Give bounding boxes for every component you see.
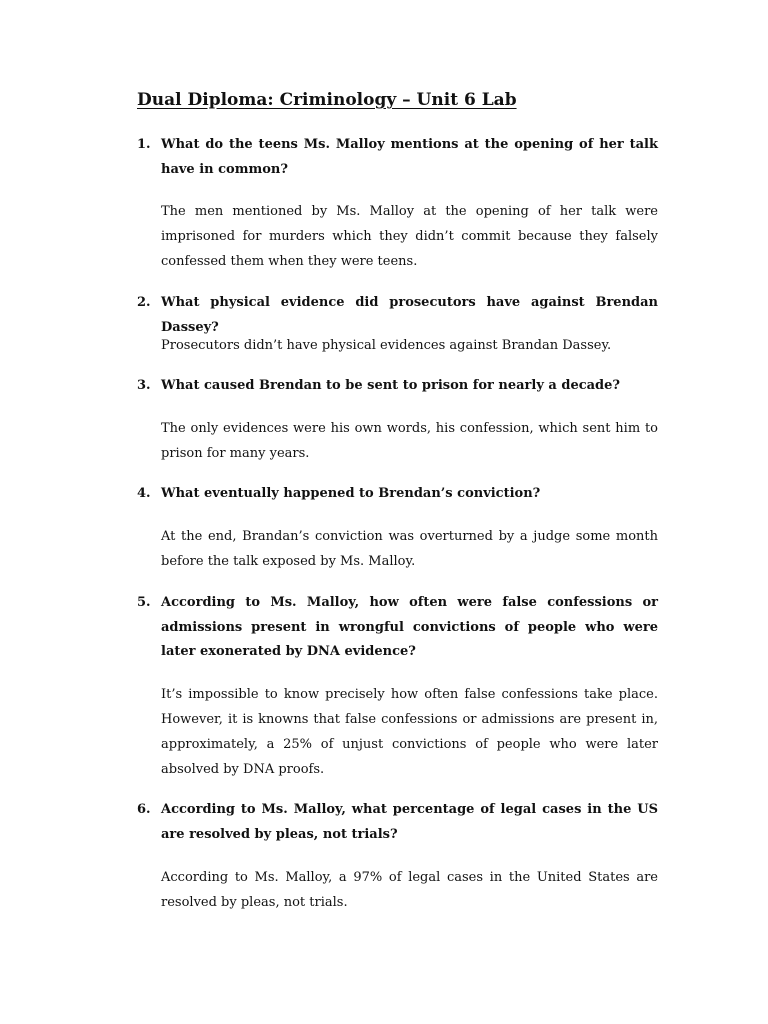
answer-2: Prosecutors didn’t have physical evidences against Brandan Dassey. — [161, 338, 612, 353]
question-text: According to Ms. Malloy, what percentage of legal cases in the US are resolved by pleas, not trials? — [161, 802, 658, 842]
question-4 — [137, 482, 658, 507]
question-6 — [137, 798, 658, 847]
question-number: 1. — [137, 137, 151, 152]
answer-6: According to Ms. Malloy, a 97% of legal cases in the United States are resolved by pleas, not trials. — [161, 870, 658, 910]
question-number: 2. — [137, 295, 151, 310]
question-5 — [137, 591, 658, 665]
question-text: What physical evidence did prosecutors have against Brendan Dassey? — [161, 295, 658, 335]
answer-1: The men mentioned by Ms. Malloy at the opening of her talk were imprisoned for murders which they didn’t commit because they falsely confessed them when they were teens. — [161, 204, 658, 269]
answer-4: At the end, Brandan’s conviction was overturned by a judge some month before the talk exposed by Ms. Malloy. — [161, 529, 658, 569]
document-title: Dual Diploma: Criminology – Unit 6 Lab — [137, 90, 517, 110]
answer-3: The only evidences were his own words, his confession, which sent him to prison for many years. — [161, 421, 658, 461]
question-text: What do the teens Ms. Malloy mentions at the opening of her talk have in common? — [161, 137, 658, 177]
question-text: What caused Brendan to be sent to prison for nearly a decade? — [161, 378, 621, 393]
question-number: 5. — [137, 595, 151, 610]
question-number: 3. — [137, 378, 151, 393]
question-1 — [137, 133, 658, 182]
question-number: 6. — [137, 802, 151, 817]
question-text: According to Ms. Malloy, how often were false confessions or admissions present in wrongful convictions of people who were later exonerated by DNA evidence? — [161, 595, 658, 659]
question-3 — [137, 374, 658, 399]
answer-5: It’s impossible to know precisely how often false confessions take place. However, it is knowns that false confessions or admissions are present in, approximately, a 25% of unjust convictions of people who were later absolved by DNA proofs. — [161, 687, 658, 777]
question-number: 4. — [137, 486, 151, 501]
question-text: What eventually happened to Brendan’s conviction? — [161, 486, 541, 501]
